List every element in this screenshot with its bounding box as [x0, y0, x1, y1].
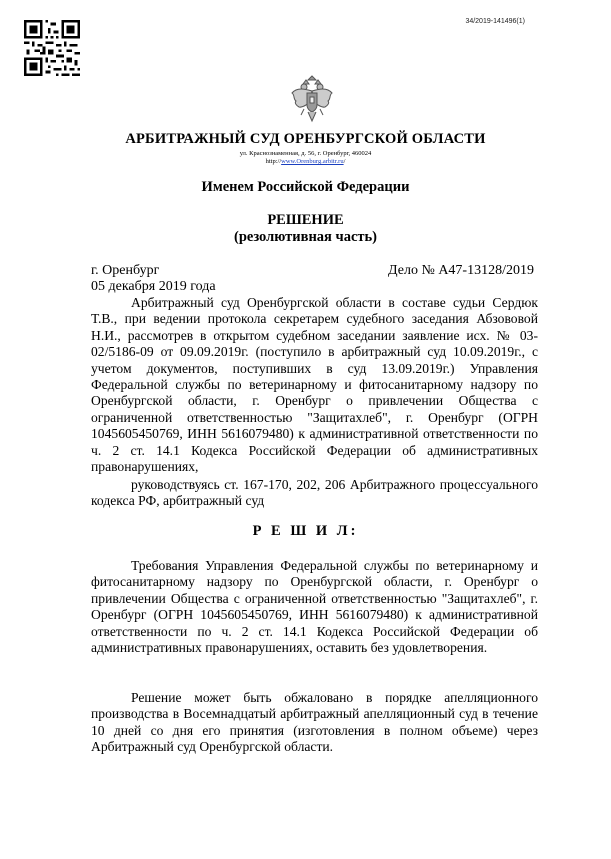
coat-of-arms-icon — [289, 75, 335, 125]
resolved-heading: Р Е Ш И Л: — [252, 523, 359, 539]
paragraph-ruling: Требования Управления Федеральной службы по ветеринарному и фитосанитарному надзору по Оренбургской области, г. Оренбург о привлечении Общества с ограниченной ответственностью "Защитахлеб", г. Оренбург (ОГРН 1045605450769, ИНН 5616079480) к административной ответственности по ч. 2 ст. 14.1 Кодекса Российской Федерации об административных правонарушениях, оставить без удовлетворения. — [91, 558, 538, 656]
decision-date: 05 декабря 2019 года — [91, 279, 216, 294]
paragraph-appeal: Решение может быть обжаловано в порядке апелляционного производства в Восемнадцатый арбитражный апелляционный суд в течение 10 дней со дня его принятия (изготовления в полном объеме) через Арбитражный суд Оренбургской области. — [91, 690, 538, 755]
qr-code-icon — [24, 20, 80, 76]
court-name: АРБИТРАЖНЫЙ СУД ОРЕНБУРГСКОЙ ОБЛАСТИ — [125, 131, 486, 147]
decision-subtitle: (резолютивная часть) — [233, 229, 378, 245]
case-number: Дело № А47-13128/2019 — [388, 263, 534, 278]
court-address: ул. Краснознаменная, д. 56, г. Оренбург, 460024 — [239, 150, 372, 157]
paragraph-intro: Арбитражный суд Оренбургской области в составе судьи Сердюк Т.В., при ведении протокола секретарем судебного заседания Абзововой Н.И., рассмотрев в открытом судебном заседании заявление исх. № 03-02/5186-09 от 09.09.2019г. (поступило в арбитражный суд 10.09.2019г., с учетом документов, поступивших в суд 13.09.2019г.) Управления Федеральной службы по ветеринарному и фитосанитарному надзору по Оренбургской области, г. Оренбург о привлечении Общества с ограниченной ответственностью "Защитахлеб", г. Оренбург (ОГРН 1045605450769, ИНН 5616079480) к административной ответственности по ч. 2 ст. 14.1 Кодекса Российской Федерации об административных правонарушениях, — [91, 295, 538, 475]
city: г. Оренбург — [91, 263, 160, 278]
court-website — [0, 158, 611, 166]
court-url-link[interactable]: www.Orenburg.arbitr.ru — [281, 158, 344, 165]
court-address-block — [0, 150, 611, 166]
paragraph-legal-basis: руководствуясь ст. 167-170, 202, 206 Арбитражного процессуального кодекса РФ, арбитражный суд — [91, 477, 538, 509]
in-name-heading: Именем Российской Федерации — [201, 179, 410, 195]
decision-title: РЕШЕНИЕ — [267, 212, 344, 228]
court-url-prefix: http:// — [265, 158, 282, 165]
document-number: 34/2019-141496(1) — [465, 18, 525, 25]
court-url-suffix: / — [343, 158, 346, 165]
